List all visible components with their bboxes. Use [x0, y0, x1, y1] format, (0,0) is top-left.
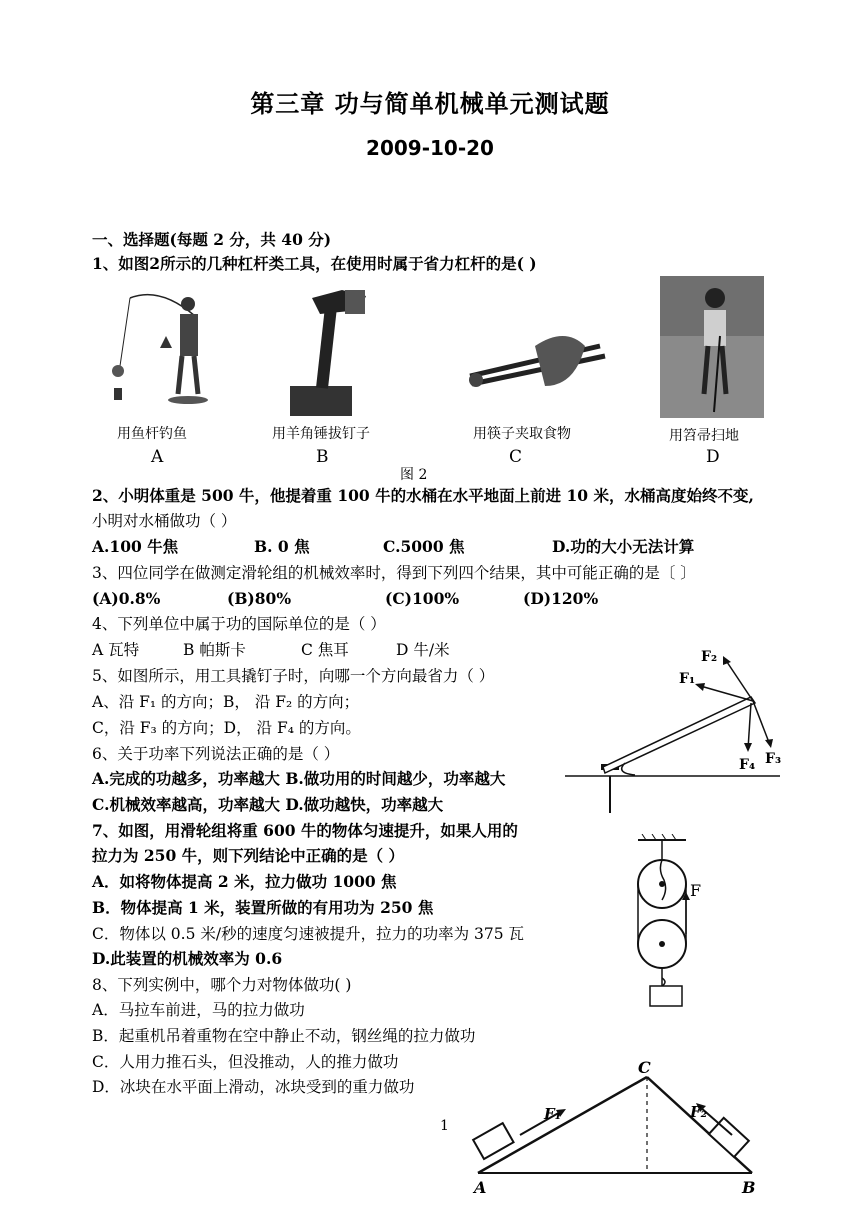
- pulley-figure: [632, 834, 712, 1010]
- q3-stem: 3、四位同学在做测定滑轮组的机械效率时，得到下列四个结果，其中可能正确的是〔 〕: [92, 564, 696, 582]
- q6-stem: 6、关于功率下列说法正确的是（ ）: [92, 745, 340, 763]
- q1-letter-c: C: [509, 447, 523, 467]
- q4-stem: 4、下列单位中属于功的国际单位的是（ ）: [92, 615, 386, 633]
- q5-stem: 5、如图所示，用工具撬钉子时，向哪一个方向最省力（ ）: [92, 667, 495, 685]
- lever-label-f2: F₂: [701, 649, 718, 665]
- page-number: 1: [440, 1118, 449, 1134]
- incline-label-f2: F₂: [690, 1103, 708, 1121]
- q1-letter-d: D: [706, 447, 720, 467]
- q7-option-b: B．物体提高 1 米，装置所做的有用功为 250 焦: [92, 898, 434, 917]
- q8-option-b: B．起重机吊着重物在空中静止不动，钢丝绳的拉力做功: [92, 1027, 476, 1045]
- q2-option-c: C.5000 焦: [383, 537, 465, 556]
- q1-letter-a: A: [151, 447, 164, 467]
- q3-option-a: (A)0.8%: [92, 589, 161, 608]
- fishing-person-image: [112, 295, 208, 404]
- q1-caption-a: 用鱼杆钓鱼: [117, 426, 187, 442]
- q8-option-c: C．人用力推石头，但没推动，人的推力做功: [92, 1053, 399, 1071]
- pulley-force-label: F: [690, 881, 702, 900]
- q2-stem-line2: 小明对水桶做功（ ）: [92, 512, 237, 530]
- q7-option-d: D.此装置的机械效率为 0.6: [92, 949, 283, 968]
- section-heading: 一、选择题(每题 2 分，共 40 分): [92, 230, 332, 249]
- q3-option-c: (C)100%: [385, 589, 460, 608]
- page-date: 2009-10-20: [366, 136, 494, 160]
- incline-label-a: A: [474, 1178, 487, 1197]
- incline-label-f1: F₁: [544, 1105, 562, 1123]
- incline-figure: [462, 1055, 782, 1213]
- q6-line2: C.机械效率越高，功率越大 D.做功越快，功率越大: [92, 795, 444, 814]
- q1-caption-b: 用羊角锤拔钉子: [272, 426, 370, 442]
- page-title: 第三章 功与简单机械单元测试题: [250, 90, 610, 118]
- q4-option-c: C 焦耳: [301, 641, 349, 659]
- lever-figure: [565, 645, 785, 817]
- q2-stem-line1: 2、小明体重是 500 牛，他提着重 100 牛的水桶在水平地面上前进 10 米，水桶高度始终不变,: [92, 486, 754, 505]
- q7-option-a: A．如将物体提高 2 米，拉力做功 1000 焦: [92, 872, 397, 891]
- lever-label-f3: F₃: [765, 751, 782, 767]
- q8-option-a: A．马拉车前进，马的拉力做功: [92, 1001, 305, 1019]
- chopsticks-image: [469, 336, 605, 387]
- q1-caption-c: 用筷子夹取食物: [473, 426, 571, 442]
- q8-stem: 8、下列实例中，哪个力对物体做功( ): [92, 976, 352, 994]
- q2-option-b: B. 0 焦: [254, 537, 310, 556]
- q3-option-d: (D)120%: [523, 589, 599, 608]
- lever-label-f1: F₁: [679, 671, 696, 687]
- q7-stem1: 7、如图，用滑轮组将重 600 牛的物体匀速提升，如果人用的: [92, 821, 518, 840]
- q1-figure: [100, 276, 768, 476]
- q5-line-cd: C，沿 F₃ 的方向；D， 沿 F₄ 的方向。: [92, 719, 361, 737]
- q4-option-d: D 牛/米: [396, 641, 450, 659]
- q4-option-b: B 帕斯卡: [183, 641, 246, 659]
- q1-caption-d: 用笤帚扫地: [669, 428, 739, 444]
- q1-stem: 1、如图2所示的几种杠杆类工具，在使用时属于省力杠杆的是( ): [92, 254, 537, 273]
- q1-letter-b: B: [316, 447, 329, 467]
- q7-stem2: 拉力为 250 牛，则下列结论中正确的是（ ）: [92, 846, 405, 865]
- sweeping-child-photo: [660, 276, 764, 418]
- incline-label-b: B: [742, 1178, 756, 1197]
- incline-label-c: C: [638, 1058, 651, 1077]
- lever-label-f4: F₄: [739, 757, 756, 773]
- q7-option-c: C．物体以 0.5 米/秒的速度匀速被提升，拉力的功率为 375 瓦: [92, 925, 525, 943]
- q2-option-d: D.功的大小无法计算: [552, 537, 695, 556]
- q3-option-b: (B)80%: [227, 589, 292, 608]
- q1-figure-label: 图 2: [400, 467, 428, 483]
- q4-option-a: A 瓦特: [92, 641, 140, 659]
- q8-option-d: D．冰块在水平面上滑动，冰块受到的重力做功: [92, 1078, 415, 1096]
- q5-line-ab: A、沿 F₁ 的方向；B， 沿 F₂ 的方向；: [92, 693, 360, 711]
- q2-option-a: A.100 牛焦: [92, 537, 179, 556]
- claw-hammer-image: [290, 290, 366, 416]
- q6-line1: A.完成的功越多，功率越大 B.做功用的时间越少，功率越大: [92, 769, 506, 788]
